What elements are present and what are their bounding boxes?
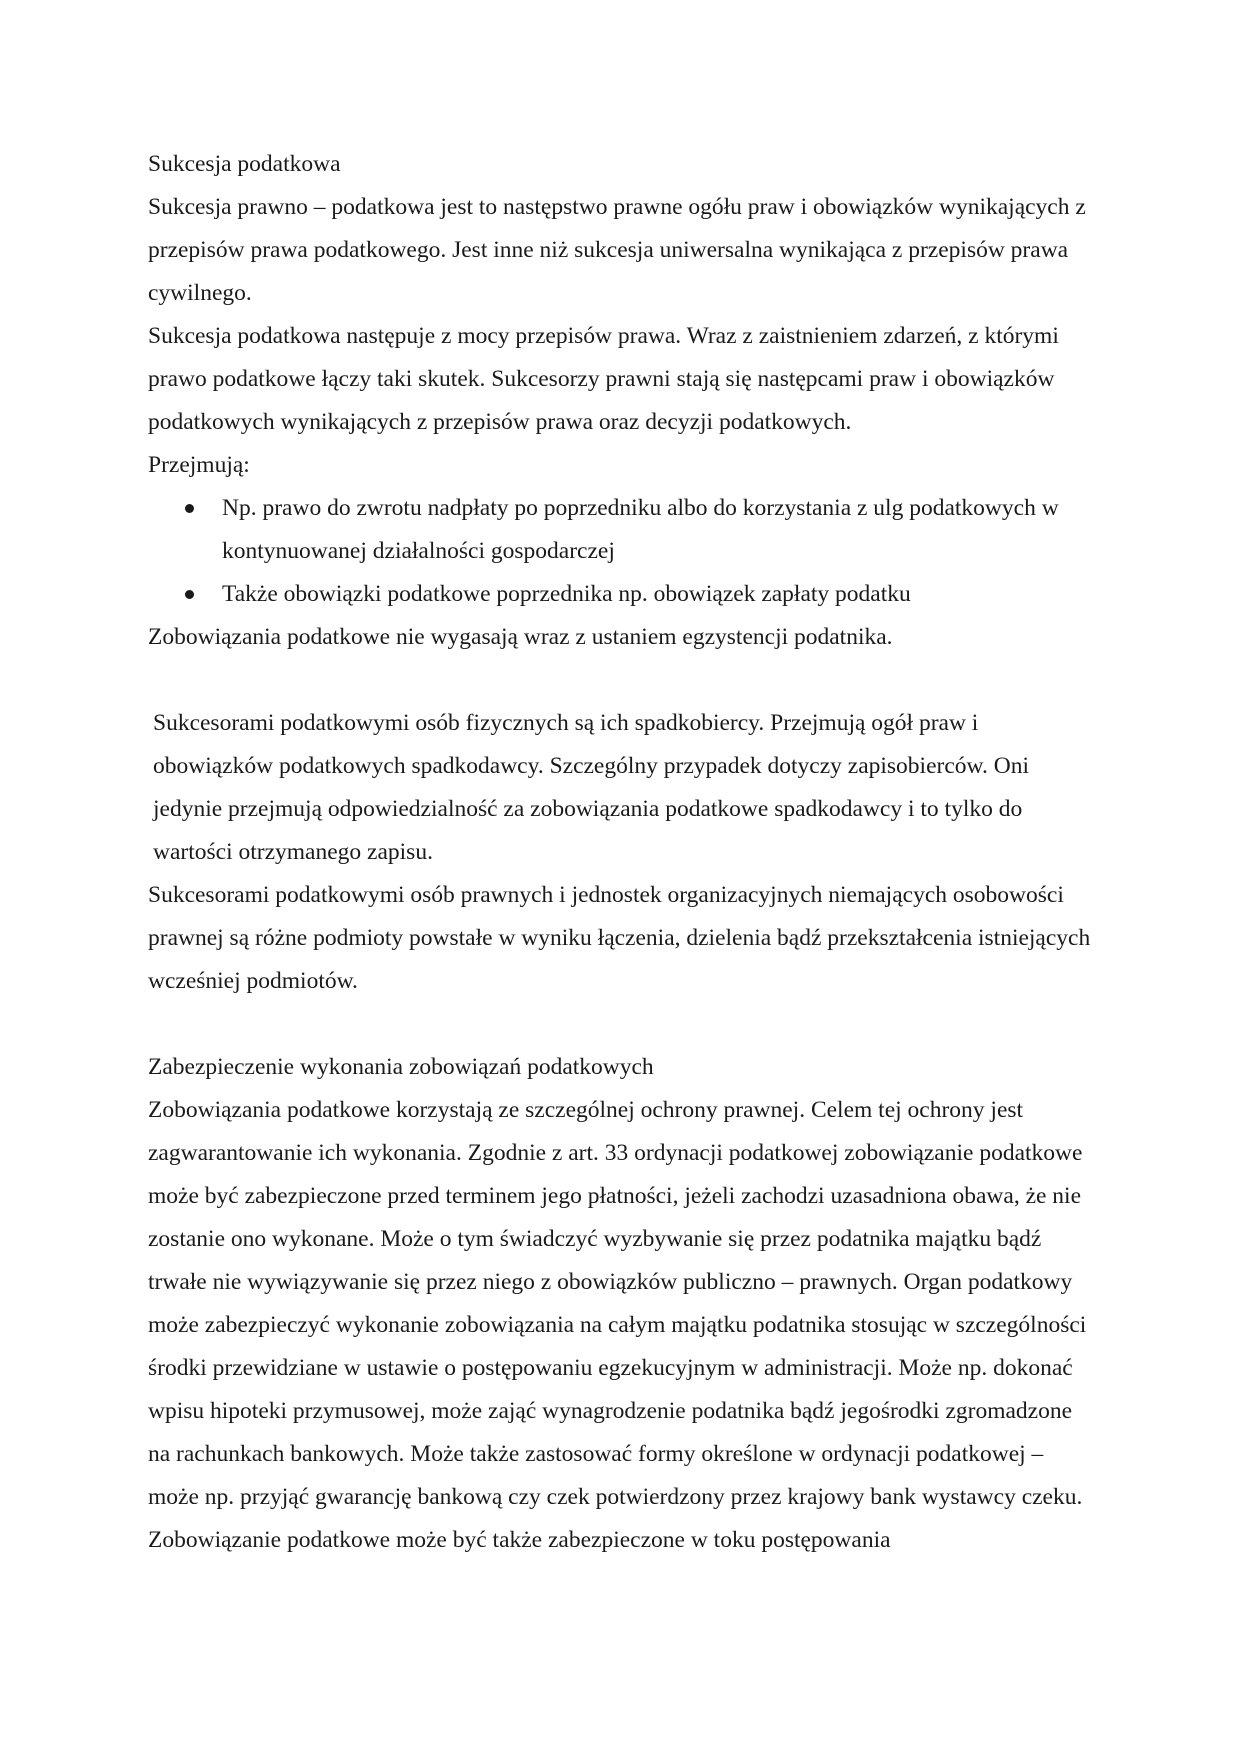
bullet-icon	[185, 504, 194, 513]
section-heading-sukcesja: Sukcesja podatkowa	[148, 151, 341, 177]
section-heading-zabezpieczenie: Zabezpieczenie wykonania zobowiązań podatkowych	[148, 1054, 654, 1080]
document-body	[148, 143, 1096, 1562]
paragraph-przejmuja: Przejmują:	[148, 452, 250, 478]
paragraph-legal-persons: Sukcesorami podatkowymi osób prawnych i jednostek organizacyjnych niemających osobowości prawnej są różne podmioty powstałe w wyniku łączenia, dzielenia bądź przekształcenia istniejących wcześniej podmiotów.	[148, 882, 1091, 994]
list-item	[148, 487, 1096, 573]
list-item-text: Także obowiązki podatkowe poprzednika np. obowiązek zapłaty podatku	[222, 581, 911, 607]
bullet-icon	[185, 590, 194, 599]
blank-line	[148, 1003, 1096, 1046]
bullet-list	[148, 487, 1096, 616]
blank-line	[148, 659, 1096, 702]
paragraph-natural-persons: Sukcesorami podatkowymi osób fizycznych są ich spadkobiercy. Przejmują ogół praw i obowiązków podatkowych spadkodawcy. Szczególny przypadek dotyczy zapisobierców. Oni jedynie przejmują odpowiedzialność za zobowiązania podatkowe spadkodawcy i to tylko do wartości otrzymanego zapisu.	[153, 710, 1029, 865]
list-item	[148, 573, 1096, 616]
paragraph-mode: Sukcesja podatkowa następuje z mocy przepisów prawa. Wraz z zaistnieniem zdarzeń, z którymi prawo podatkowe łączy taki skutek. Sukcesorzy prawni stają się następcami praw i obowiązków podatkowych wynikających z przepisów prawa oraz decyzji podatkowych.	[148, 323, 1059, 435]
paragraph-definition: Sukcesja prawno – podatkowa jest to następstwo prawne ogółu praw i obowiązków wynikających z przepisów prawa podatkowego. Jest inne niż sukcesja uniwersalna wynikająca z przepisów prawa cywilnego.	[148, 194, 1086, 306]
list-item-text: Np. prawo do zwrotu nadpłaty po poprzedniku albo do korzystania z ulg podatkowych w kontynuowanej działalności gospodarczej	[222, 495, 1059, 564]
paragraph-security: Zobowiązania podatkowe korzystają ze szczególnej ochrony prawnej. Celem tej ochrony jest zagwarantowanie ich wykonania. Zgodnie z art. 33 ordynacji podatkowej zobowiązanie podatkowe może być zabezpieczone przed terminem jego płatności, jeżeli zachodzi uzasadniona obawa, że nie zostanie ono wykonane. Może o tym świadczyć wyzbywanie się przez podatnika majątku bądź trwałe nie wywiązywanie się przez niego z obowiązków publiczno – prawnych. Organ podatkowy może zabezpieczyć wykonanie zobowiązania na całym majątku podatnika stosując w szczególności środki przewidziane w ustawie o postępowaniu egzekucyjnym w administracji. Może np. dokonać wpisu hipoteki przymusowej, może zająć wynagrodzenie podatnika bądź jegośrodki zgromadzone na rachunkach bankowych. Może także zastosować formy określone w ordynacji podatkowej – może np. przyjąć gwarancję bankową czy czek potwierdzony przez krajowy bank wystawcy czeku. Zobowiązanie podatkowe może być także zabezpieczone w toku postępowania	[148, 1097, 1087, 1553]
paragraph-not-expire: Zobowiązania podatkowe nie wygasają wraz z ustaniem egzystencji podatnika.	[148, 624, 893, 650]
